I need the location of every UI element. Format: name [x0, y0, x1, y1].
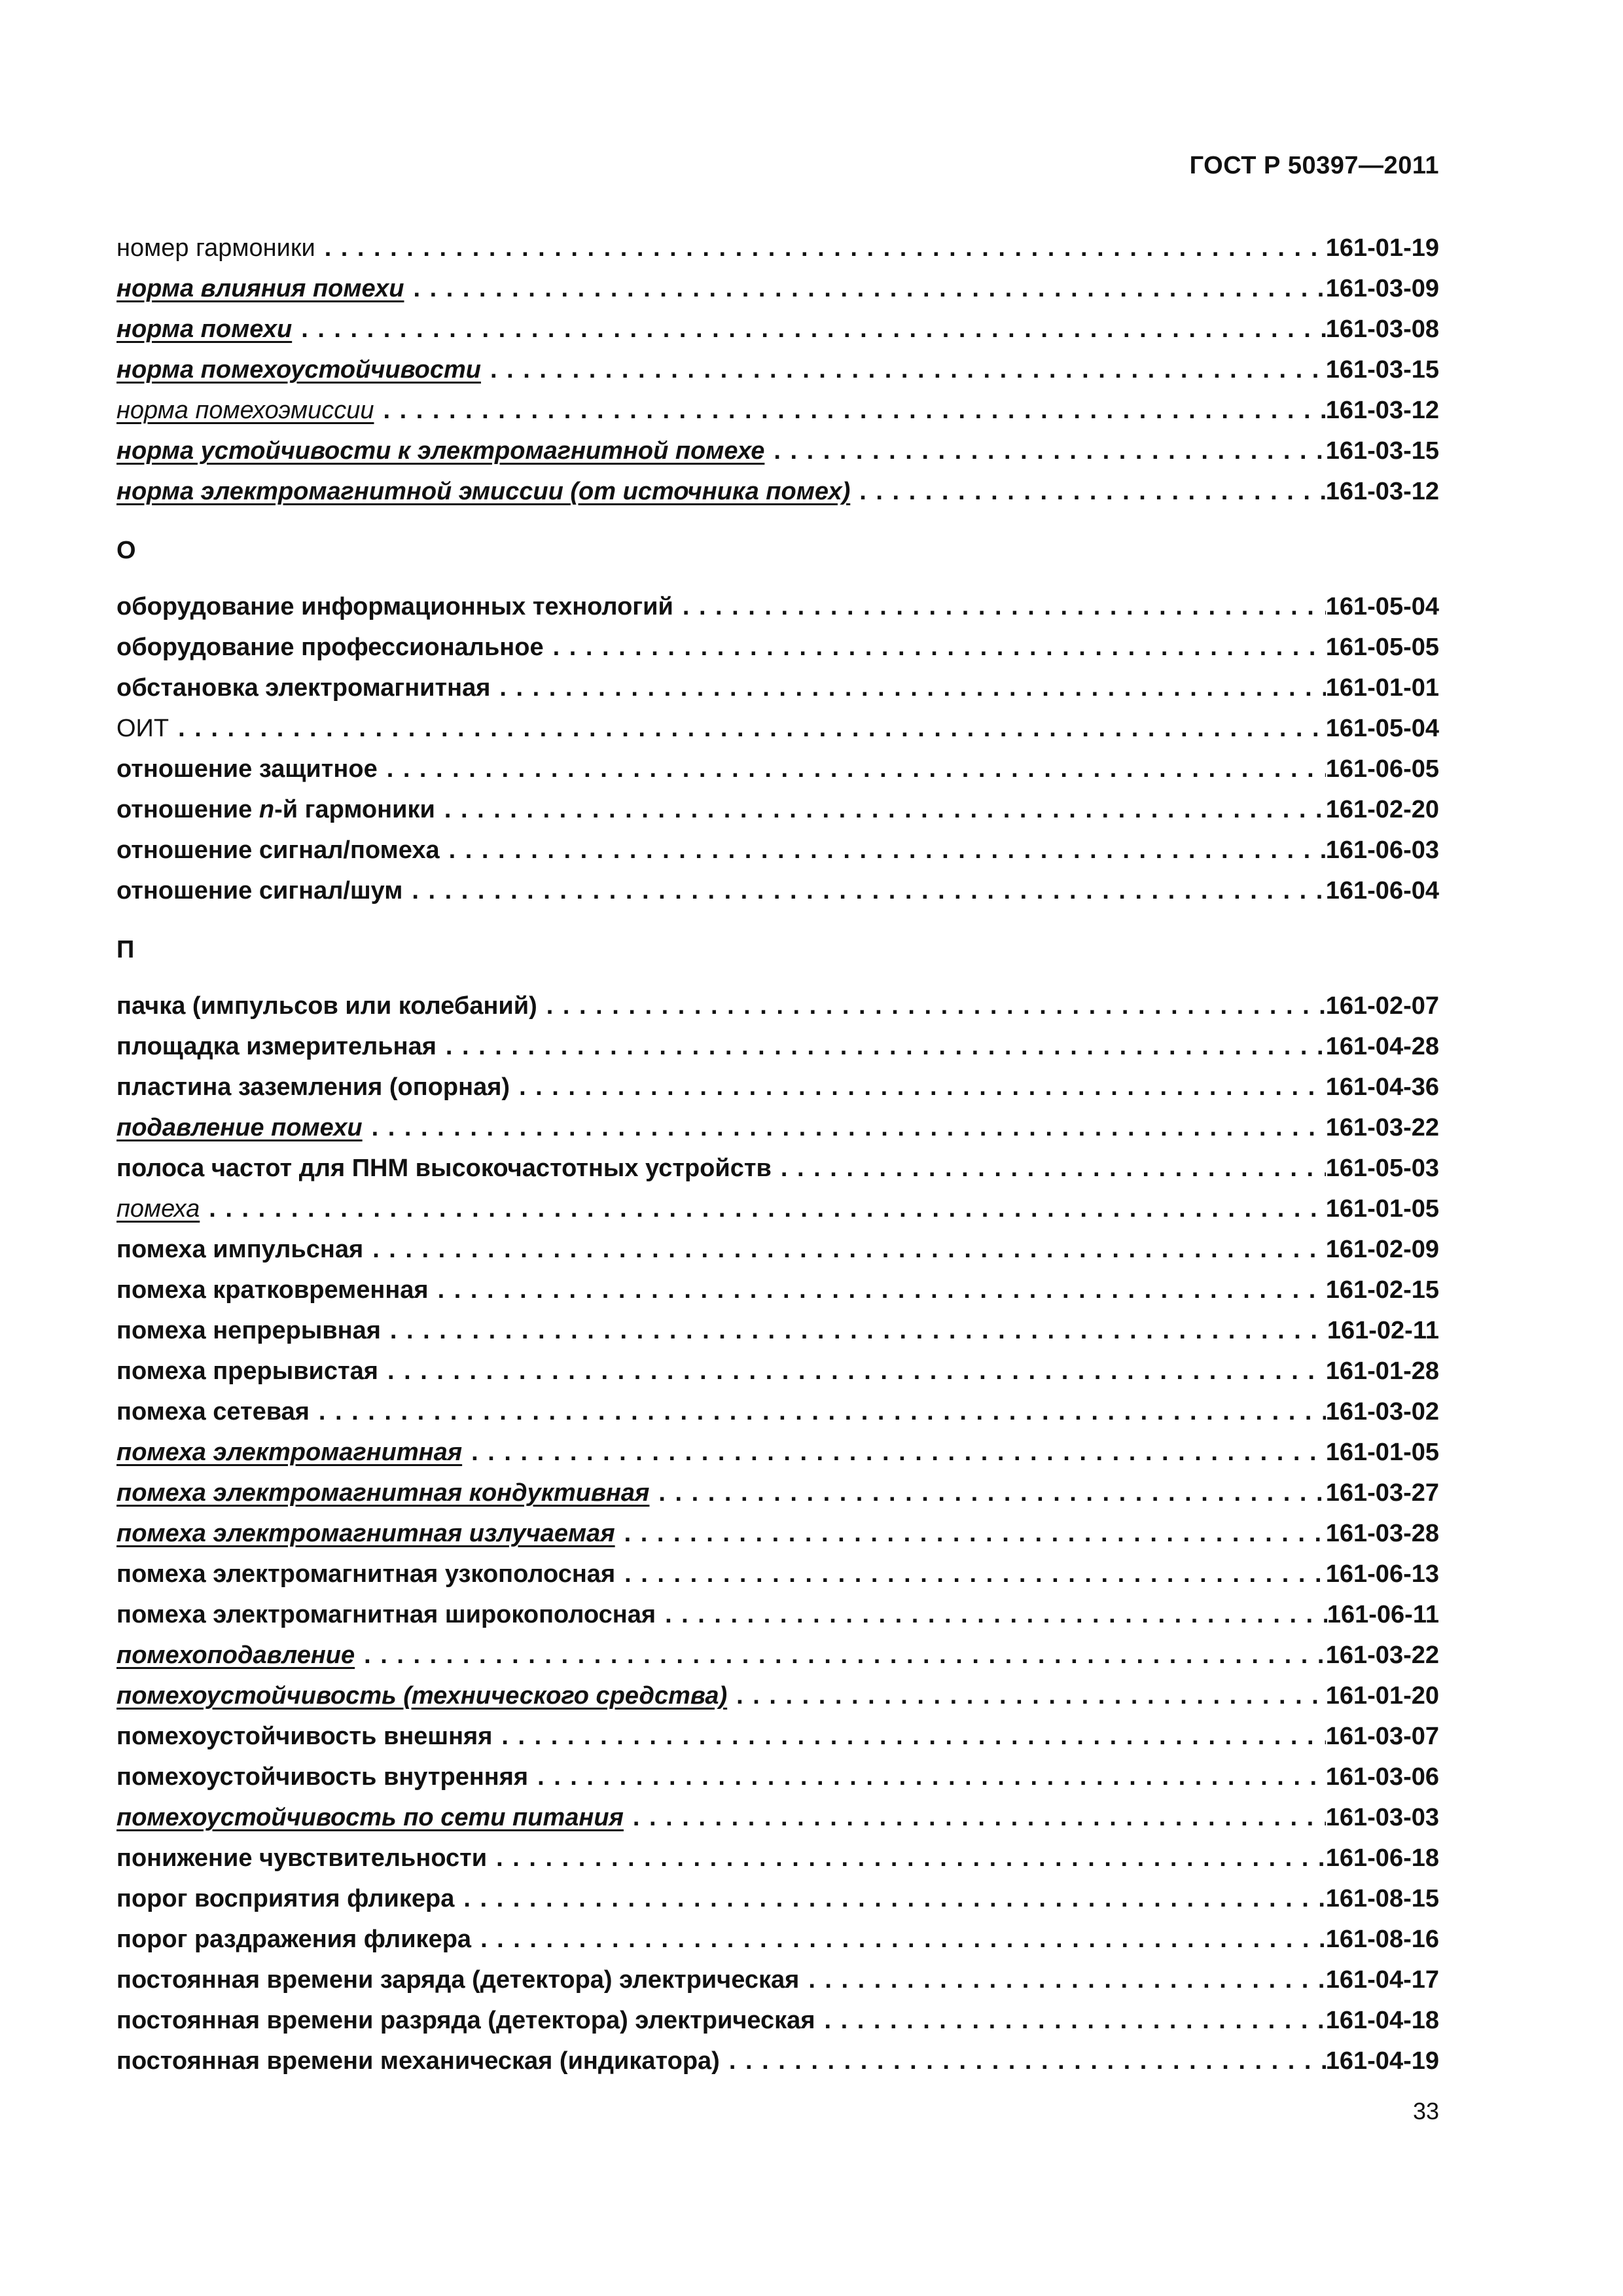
- index-term: полоса частот для ПНМ высокочастотных устройств: [116, 1155, 772, 1182]
- dot-leader: [774, 431, 1325, 471]
- term-reference-number: 161-05-05: [1325, 634, 1439, 661]
- index-entry: [116, 1594, 1439, 1635]
- term-reference-number: 161-03-08: [1325, 315, 1439, 343]
- dot-leader: [471, 1432, 1326, 1473]
- index-term: порог раздражения фликера: [116, 1926, 472, 1953]
- term-reference-number: 161-08-16: [1325, 1926, 1439, 1953]
- term-reference-number: 161-04-18: [1325, 2007, 1439, 2034]
- dot-leader: [546, 986, 1326, 1026]
- term-reference-number: 161-08-15: [1325, 1885, 1439, 1912]
- index-entry: [116, 390, 1439, 431]
- dot-leader: [209, 1189, 1325, 1229]
- term-reference-number: 161-06-18: [1325, 1844, 1439, 1872]
- dot-leader: [519, 1067, 1326, 1107]
- index-entry: [116, 228, 1439, 268]
- index-term: норма устойчивости к электромагнитной помехе: [116, 437, 765, 465]
- dot-leader: [446, 1026, 1326, 1067]
- dot-leader: [463, 1878, 1325, 1919]
- index-term: подавление помехи: [116, 1114, 363, 1141]
- term-reference-number: 161-04-19: [1325, 2047, 1439, 2075]
- index-entry: [116, 1148, 1439, 1189]
- index-entry: [116, 1513, 1439, 1554]
- index-term: обстановка электромагнитная: [116, 674, 491, 702]
- dot-leader: [499, 668, 1325, 708]
- dot-leader: [633, 1797, 1326, 1838]
- dot-leader: [480, 1919, 1326, 1960]
- dot-leader: [729, 2041, 1326, 2081]
- term-reference-number: 161-02-20: [1325, 796, 1439, 823]
- index-term: помеха электромагнитная излучаемая: [116, 1520, 615, 1547]
- index-term: оборудование информационных технологий: [116, 593, 673, 620]
- index-term: помехоустойчивость внешняя: [116, 1723, 493, 1750]
- index-term: помеха электромагнитная узкополосная: [116, 1560, 616, 1588]
- index-entry: [116, 471, 1439, 512]
- dot-leader: [372, 1229, 1326, 1270]
- index-entry: [116, 1554, 1439, 1594]
- term-reference-number: 161-01-19: [1325, 234, 1439, 262]
- dot-leader: [413, 268, 1325, 309]
- index-entry: [116, 1189, 1439, 1229]
- index-entry: [116, 1919, 1439, 1960]
- term-reference-number: 161-03-09: [1325, 275, 1439, 302]
- dot-leader: [808, 1960, 1325, 2000]
- dot-leader: [372, 1107, 1326, 1148]
- term-reference-number: 161-06-03: [1325, 836, 1439, 864]
- index-entry: [116, 1026, 1439, 1067]
- term-reference-number: 161-04-36: [1325, 1073, 1439, 1101]
- index-term: помеха кратковременная: [116, 1276, 429, 1304]
- term-reference-number: 161-03-06: [1325, 1763, 1439, 1791]
- index-entry: [116, 268, 1439, 309]
- index-term: пачка (импульсов или колебаний): [116, 992, 537, 1020]
- index-entry: [116, 1067, 1439, 1107]
- dot-leader: [490, 350, 1326, 390]
- dot-leader: [387, 749, 1326, 789]
- index-entry: [116, 1351, 1439, 1391]
- index-entry: [116, 1229, 1439, 1270]
- index-entry: [116, 309, 1439, 350]
- index-term: помеха электромагнитная: [116, 1439, 463, 1466]
- term-reference-number: 161-05-03: [1325, 1155, 1439, 1182]
- dot-leader: [438, 1270, 1326, 1310]
- index-entry: [116, 431, 1439, 471]
- term-reference-number: 161-02-15: [1325, 1276, 1439, 1304]
- dot-leader: [501, 1716, 1325, 1757]
- dot-leader: [383, 390, 1325, 431]
- index-entry: [116, 2000, 1439, 2041]
- index-term: порог восприятия фликера: [116, 1885, 455, 1912]
- section-letter: П: [116, 936, 135, 963]
- index-entry: [116, 1391, 1439, 1432]
- dot-leader: [537, 1757, 1326, 1797]
- term-reference-number: 161-03-22: [1325, 1641, 1439, 1669]
- index-entry: [116, 2041, 1439, 2081]
- index-term: постоянная времени разряда (детектора) электрическая: [116, 2007, 815, 2034]
- dot-leader: [496, 1838, 1326, 1878]
- index-entry: [116, 870, 1439, 911]
- index-entry: [116, 1838, 1439, 1878]
- term-reference-number: 161-03-02: [1325, 1398, 1439, 1426]
- index-term: ОИТ: [116, 715, 169, 742]
- index-term: отношение n-й гармоники: [116, 796, 435, 823]
- index-entry: [116, 749, 1439, 789]
- dot-leader: [301, 309, 1326, 350]
- page-number: 33: [1412, 2098, 1439, 2125]
- dot-leader: [825, 2000, 1326, 2041]
- index-entry: [116, 1107, 1439, 1148]
- term-reference-number: 161-02-11: [1327, 1317, 1439, 1344]
- index-term: понижение чувствительности: [116, 1844, 488, 1872]
- index-term: помеха электромагнитная широкополосная: [116, 1601, 656, 1628]
- index-term: помеха: [116, 1195, 200, 1223]
- term-reference-number: 161-04-28: [1325, 1033, 1439, 1060]
- dot-leader: [412, 870, 1325, 911]
- term-reference-number: 161-03-12: [1325, 478, 1439, 505]
- index-entry: [116, 1676, 1439, 1716]
- term-reference-number: 161-03-28: [1325, 1520, 1439, 1547]
- index-term: отношение защитное: [116, 755, 378, 783]
- dot-leader: [665, 1594, 1327, 1635]
- index-term: помехоустойчивость (технического средства): [116, 1682, 728, 1710]
- index-entry: [116, 1473, 1439, 1513]
- index-term: отношение сигнал/шум: [116, 877, 403, 905]
- section-letter: О: [116, 537, 136, 564]
- index-term: помехоподавление: [116, 1641, 355, 1669]
- alphabetical-index: [116, 228, 1439, 2081]
- index-term: помехоустойчивость внутренняя: [116, 1763, 529, 1791]
- index-entry: [116, 1797, 1439, 1838]
- index-entry: [116, 1960, 1439, 2000]
- index-entry: [116, 1635, 1439, 1676]
- term-reference-number: 161-03-03: [1325, 1804, 1439, 1831]
- index-entry: [116, 350, 1439, 390]
- term-reference-number: 161-05-04: [1325, 593, 1439, 620]
- index-term: норма влияния помехи: [116, 275, 404, 302]
- term-reference-number: 161-03-07: [1325, 1723, 1439, 1750]
- index-term: помеха непрерывная: [116, 1317, 381, 1344]
- index-term: оборудование профессиональное: [116, 634, 544, 661]
- dot-leader: [319, 1391, 1326, 1432]
- index-term: норма помехи: [116, 315, 293, 343]
- index-entry: [116, 986, 1439, 1026]
- term-reference-number: 161-01-20: [1325, 1682, 1439, 1710]
- index-term: помеха импульсная: [116, 1236, 364, 1263]
- term-reference-number: 161-03-27: [1325, 1479, 1439, 1507]
- dot-leader: [325, 228, 1326, 268]
- term-reference-number: 161-01-01: [1325, 674, 1439, 702]
- index-term: отношение сигнал/помеха: [116, 836, 440, 864]
- term-reference-number: 161-01-05: [1325, 1439, 1439, 1466]
- dot-leader: [658, 1473, 1325, 1513]
- index-term: помеха электромагнитная кондуктивная: [116, 1479, 650, 1507]
- index-term: помехоустойчивость по сети питания: [116, 1804, 624, 1831]
- term-reference-number: 161-04-17: [1325, 1966, 1439, 1994]
- term-reference-number: 161-06-13: [1325, 1560, 1439, 1588]
- term-reference-number: 161-06-11: [1327, 1601, 1439, 1628]
- dot-leader: [449, 830, 1326, 870]
- term-reference-number: 161-03-12: [1325, 397, 1439, 424]
- index-entry: [116, 708, 1439, 749]
- document-header: ГОСТ Р 50397—2011: [1189, 152, 1439, 179]
- index-entry: [116, 1270, 1439, 1310]
- dot-leader: [736, 1676, 1326, 1716]
- index-entry: [116, 1716, 1439, 1757]
- index-entry: [116, 1432, 1439, 1473]
- index-term: помеха сетевая: [116, 1398, 310, 1426]
- dot-leader: [781, 1148, 1326, 1189]
- term-reference-number: 161-02-07: [1325, 992, 1439, 1020]
- index-entry: [116, 789, 1439, 830]
- term-reference-number: 161-06-05: [1325, 755, 1439, 783]
- index-term: номер гармоники: [116, 234, 315, 262]
- dot-leader: [553, 627, 1326, 668]
- index-term: норма помехоустойчивости: [116, 356, 481, 384]
- index-term: норма помехоэмиссии: [116, 397, 374, 424]
- dot-leader: [859, 471, 1326, 512]
- index-entry: [116, 1757, 1439, 1797]
- index-entry: [116, 627, 1439, 668]
- index-entry: [116, 1878, 1439, 1919]
- index-term: норма электромагнитной эмиссии (от источника помех): [116, 478, 851, 505]
- term-reference-number: 161-03-15: [1325, 437, 1439, 465]
- dot-leader: [624, 1554, 1326, 1594]
- dot-leader: [624, 1513, 1326, 1554]
- dot-leader: [364, 1635, 1326, 1676]
- term-reference-number: 161-05-04: [1325, 715, 1439, 742]
- dot-leader: [683, 586, 1326, 627]
- dot-leader: [390, 1310, 1327, 1351]
- term-reference-number: 161-01-28: [1325, 1357, 1439, 1385]
- index-term: площадка измерительная: [116, 1033, 437, 1060]
- index-entry: [116, 1310, 1439, 1351]
- term-reference-number: 161-02-09: [1325, 1236, 1439, 1263]
- dot-leader: [178, 708, 1326, 749]
- dot-leader: [387, 1351, 1326, 1391]
- index-entry: [116, 668, 1439, 708]
- index-entry: [116, 830, 1439, 870]
- term-reference-number: 161-01-05: [1325, 1195, 1439, 1223]
- dot-leader: [444, 789, 1326, 830]
- index-term: пластина заземления (опорная): [116, 1073, 510, 1101]
- term-reference-number: 161-03-15: [1325, 356, 1439, 384]
- index-term: помеха прерывистая: [116, 1357, 378, 1385]
- index-entry: [116, 586, 1439, 627]
- index-term: постоянная времени механическая (индикатора): [116, 2047, 720, 2075]
- term-reference-number: 161-03-22: [1325, 1114, 1439, 1141]
- index-term: постоянная времени заряда (детектора) электрическая: [116, 1966, 800, 1994]
- term-reference-number: 161-06-04: [1325, 877, 1439, 905]
